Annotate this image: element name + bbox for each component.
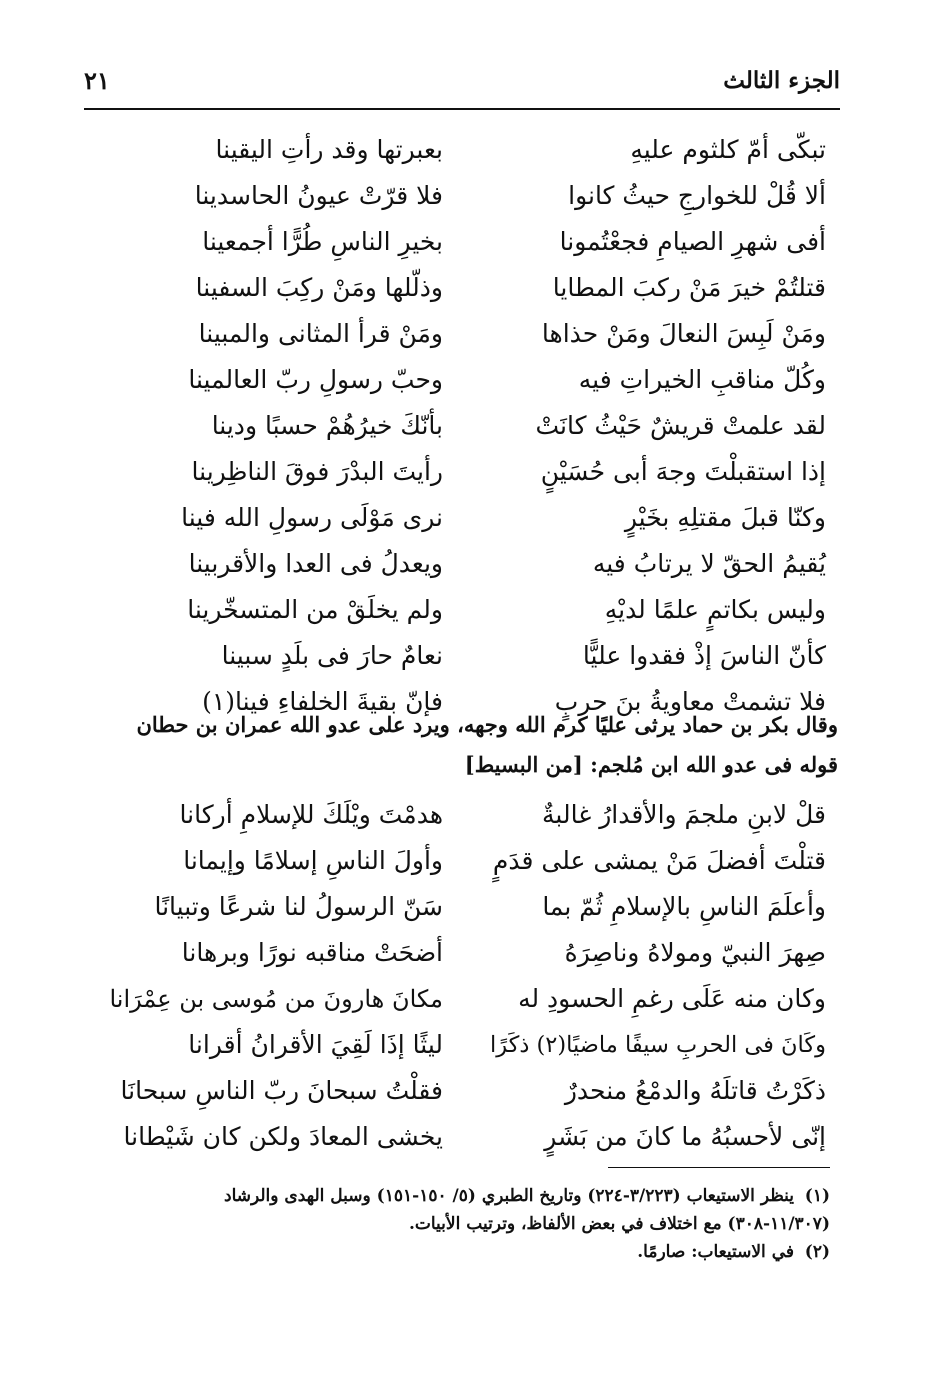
verse-first-hemistich: قلْ لابنِ ملجمَ والأقدارُ غالبةٌ	[542, 800, 826, 829]
verse-second-hemistich: نعامٌ حارَ فى بلَدٍ سبينا	[221, 641, 443, 670]
verse-first-hemistich: فلا تشمتْ معاويةُ بنَ حربٍ	[554, 687, 826, 716]
verse-row	[0, 217, 938, 267]
verse-second-hemistich: وذلّلها ومَنْ ركِبَ السفينا	[195, 273, 443, 302]
verse-first-hemistich: قتلْتَ أفضلَ مَنْ يمشى على قدَمٍ	[492, 846, 826, 875]
verse-second-hemistich: ومَنْ قرأ المثانى والمبينا	[198, 319, 443, 348]
verse-row	[0, 928, 938, 978]
footnote-2	[90, 1238, 830, 1266]
verse-first-hemistich: وكان منه عَلَى رغمِ الحسودِ له	[518, 984, 826, 1013]
verse-second-hemistich: يخشى المعادَ ولكن كان شَيْطانا	[123, 1122, 443, 1151]
verse-row	[0, 1020, 938, 1070]
verse-first-hemistich: إنّى لأحسبُهُ ما كانَ من بَشَرٍ	[544, 1122, 826, 1151]
verse-first-hemistich: إذا استقبلْتَ وجهَ أبى حُسَيْنٍ	[540, 457, 826, 486]
verse-second-hemistich: وأولَ الناسِ إسلامًا وإيمانا	[183, 846, 443, 875]
page-number: ٢١	[84, 65, 110, 95]
footnote-1	[90, 1182, 830, 1210]
running-title: الجزء الثالث	[723, 66, 840, 94]
verse-first-hemistich: لقد علمتْ قريشٌ حَيْثُ كانَتْ	[535, 411, 826, 440]
verse-row	[0, 882, 938, 932]
footnote-marker: (١)	[804, 1186, 830, 1206]
verse-first-hemistich: وكنّا قبلَ مقتلِهِ بخَيْرٍ	[624, 503, 826, 532]
verse-first-hemistich: ألا قُلْ للخوارجِ حيثُ كانوا	[568, 181, 826, 210]
verse-second-hemistich: مكانَ هارونَ من مُوسى بن عِمْرَانا	[109, 985, 443, 1013]
prose-intro-line-2: قوله فى عدو الله ابن مُلجم: [من البسيط]	[464, 752, 838, 777]
verse-second-hemistich: هدمْتَ ويْلَكَ للإسلامِ أركانا	[179, 800, 443, 829]
verse-first-hemistich: يُقيمُ الحقّ لا يرتابُ فيه	[592, 549, 826, 578]
verse-row	[0, 263, 938, 313]
verse-second-hemistich: ولم يخلَقْ من المتسخّرينا	[187, 595, 443, 624]
verse-second-hemistich: بخيرِ الناسِ طُرًّا أجمعينا	[202, 227, 443, 256]
verse-row	[0, 125, 938, 175]
verse-first-hemistich: أفى شهرِ الصيامِ فجعْتُمونا	[559, 227, 826, 256]
prose-intro-line-1: وقال بكر بن حماد يرثى عليًا كرم الله وجهه، ويرد على عدو الله عمران بن حطان	[136, 712, 838, 737]
verse-row	[0, 1066, 938, 1116]
footnote-1-continuation: (١١/٣٠٧-٣٠٨) مع اختلاف في بعض الألفاظ، وترتيب الأبيات.	[408, 1214, 830, 1234]
verse-second-hemistich: نرى مَوْلَى رسولِ الله فينا	[181, 503, 443, 532]
verse-row	[0, 974, 938, 1024]
verse-first-hemistich: وكُلّ مناقبِ الخيراتِ فيه	[578, 365, 826, 394]
footnote-marker: (٢)	[804, 1242, 830, 1262]
footnotes	[90, 1182, 830, 1266]
verse-second-hemistich: سَنّ الرسولُ لنا شرعًا وتبيانًا	[154, 892, 443, 921]
verse-second-hemistich: ويعدلُ فى العدا والأقربينا	[188, 549, 443, 578]
verse-first-hemistich: ومَنْ لَبِسَ النعالَ ومَنْ حذاها	[541, 319, 826, 348]
verse-second-hemistich: رأيتَ البدْرَ فوقَ الناظِرينا	[191, 457, 443, 486]
verse-first-hemistich: وكَانَ فى الحربِ سيفًا ماضيًا(٢) ذكَرًا	[489, 1032, 826, 1058]
verse-first-hemistich: ذكَرْتُ قاتلَهُ والدمْعُ منحدرٌ	[564, 1076, 826, 1105]
footnote-text: ينظر الاستيعاب (٣/٢٢٣-٢٢٤) وتاريخ الطبري (٥/ ١٥٠-١٥١) وسبل الهدى والرشاد	[224, 1186, 794, 1206]
verse-row	[0, 493, 938, 543]
verse-first-hemistich: كأنّ الناسَ إذْ فقدوا عليًّا	[582, 641, 826, 670]
verse-row	[0, 171, 938, 221]
verse-second-hemistich: وحبّ رسولِ ربّ العالمينا	[188, 365, 443, 394]
verse-first-hemistich: وليس بكاتمٍ علمًا لديْهِ	[604, 595, 826, 624]
page-header	[84, 62, 840, 98]
footnote-rule	[608, 1167, 830, 1168]
verse-second-hemistich: فإنّ بقيةَ الخلفاءِ فينا(١)	[202, 687, 443, 716]
verse-row	[0, 401, 938, 451]
verse-first-hemistich: صِهرَ النبيّ ومولاهُ وناصِرَهُ	[564, 938, 826, 967]
verse-row	[0, 447, 938, 497]
header-rule	[84, 108, 840, 110]
verse-second-hemistich: فقلْتُ سبحانَ ربّ الناسِ سبحانَا	[120, 1076, 443, 1105]
verse-first-hemistich: وأعلَمَ الناسِ بالإسلامِ ثُمّ بما	[542, 892, 826, 921]
verse-row	[0, 585, 938, 635]
verse-row	[0, 1112, 938, 1162]
verse-row	[0, 631, 938, 681]
verse-first-hemistich: قتلتُمْ خيرَ مَنْ ركبَ المطايا	[552, 273, 826, 302]
verse-second-hemistich: بأنّكَ خيرُهُمْ حسبًا ودينا	[211, 411, 443, 440]
verse-row	[0, 309, 938, 359]
verse-first-hemistich: تبكّى أمّ كلثوم عليهِ	[630, 135, 826, 164]
footnote-text: في الاستيعاب: صارمًا.	[637, 1242, 794, 1262]
verse-row	[0, 790, 938, 840]
verse-second-hemistich: أضحَتْ مناقبه نورًا وبرهانا	[181, 938, 443, 967]
verse-row	[0, 355, 938, 405]
verse-row	[0, 836, 938, 886]
verse-second-hemistich: بعبرتها وقد رأتِ اليقينا	[215, 135, 443, 164]
verse-second-hemistich: ليثًا إذَا لَقِيَ الأقرانُ أقرانا	[188, 1030, 443, 1059]
verse-second-hemistich: فلا قرّتْ عيونُ الحاسدينا	[194, 181, 443, 210]
verse-row	[0, 539, 938, 589]
